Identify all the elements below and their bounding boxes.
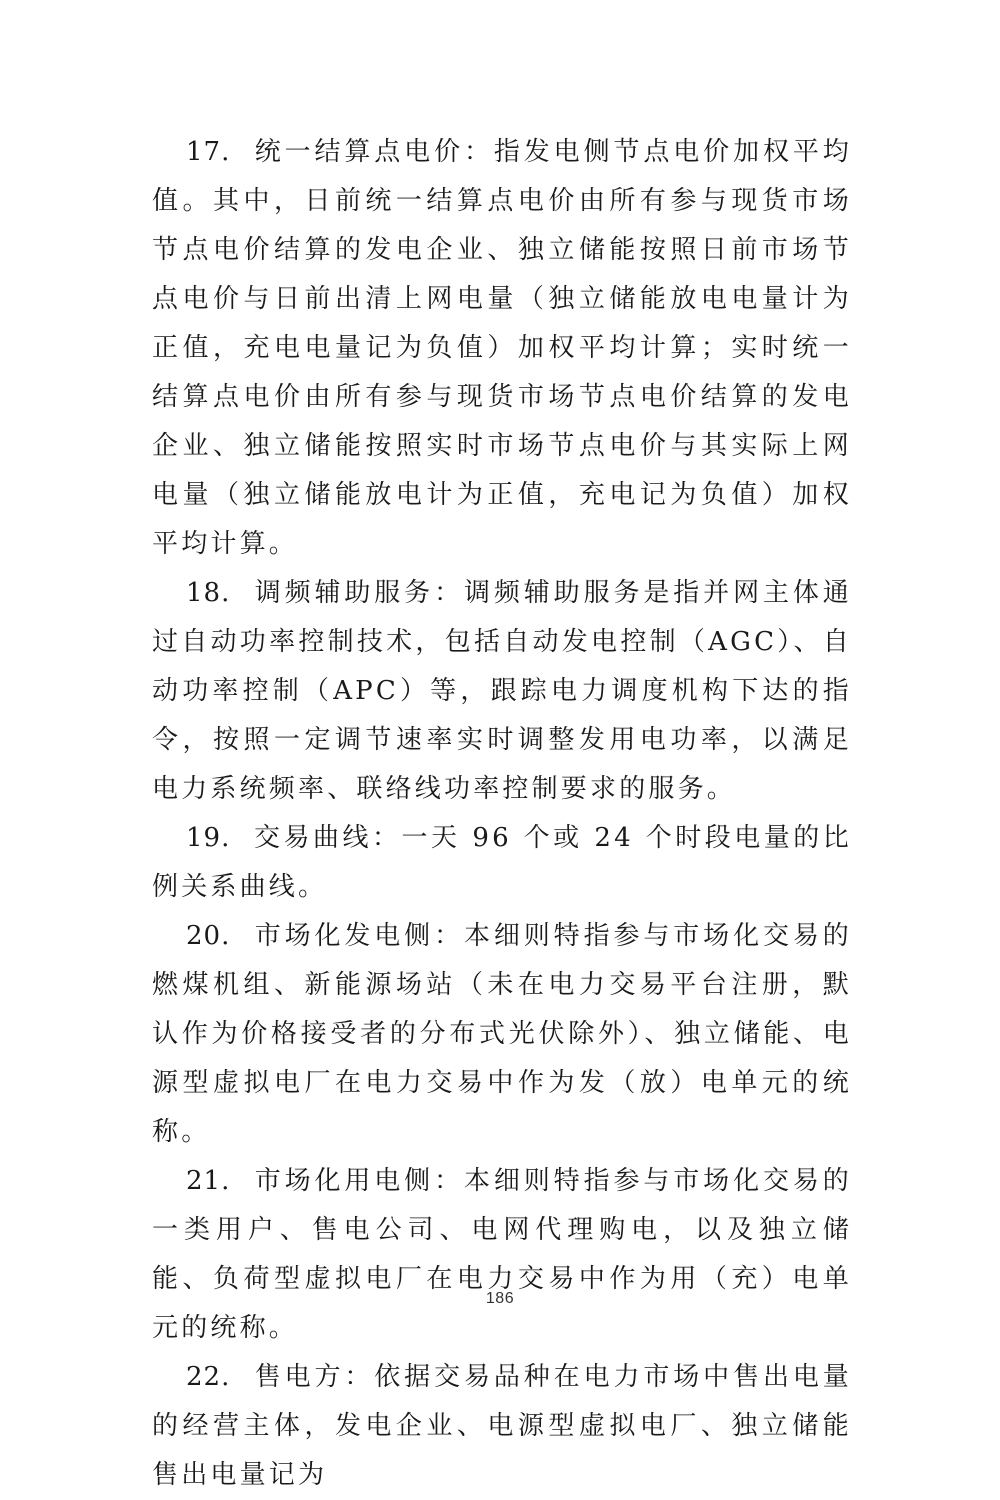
paragraph-number: 20. [186, 921, 231, 951]
paragraph-number: 22. [186, 1362, 231, 1392]
paragraph-number: 18. [186, 578, 231, 608]
paragraph-20 [152, 912, 852, 1157]
paragraph-number: 19. [186, 823, 231, 853]
paragraph-text: 市场化用电侧：本细则特指参与市场化交易的一类用户、售电公司、电网代理购电，以及独立储能、负荷型虚拟电厂在电力交易中作为用（充）电单元的统称。 [152, 1166, 852, 1343]
page-number: 186 [485, 1290, 515, 1307]
paragraph-number: 17. [186, 137, 231, 167]
paragraph-text: 交易曲线：一天 96 个或 24 个时段电量的比例关系曲线。 [152, 823, 853, 902]
paragraph-19 [152, 814, 852, 912]
paragraph-17 [152, 128, 852, 569]
paragraph-text: 售电方：依据交易品种在电力市场中售出电量的经营主体，发电企业、电源型虚拟电厂、独立储能售出电量记为 [152, 1362, 852, 1490]
paragraph-text: 统一结算点电价：指发电侧节点电价加权平均值。其中，日前统一结算点电价由所有参与现货市场节点电价结算的发电企业、独立储能按照日前市场节点电价与日前出清上网电量（独立储能放电电量计为正值，充电电量记为负值）加权平均计算；实时统一结算点电价由所有参与现货市场节点电价结算的发电企业、独立储能按照实时市场节点电价与其实际上网电量（独立储能放电计为正值，充电记为负值）加权平均计算。 [152, 137, 852, 559]
paragraph-22 [152, 1353, 852, 1500]
paragraph-number: 21. [186, 1166, 231, 1196]
paragraph-text: 市场化发电侧：本细则特指参与市场化交易的燃煤机组、新能源场站（未在电力交易平台注册，默认作为价格接受者的分布式光伏除外）、独立储能、电源型虚拟电厂在电力交易中作为发（放）电单元的统称。 [152, 921, 852, 1147]
paragraph-21 [152, 1157, 852, 1353]
paragraph-text: 调频辅助服务：调频辅助服务是指并网主体通过自动功率控制技术，包括自动发电控制（AGC）、自动功率控制（APC）等，跟踪电力调度机构下达的指令，按照一定调节速率实时调整发用电功率，以满足电力系统频率、联络线功率控制要求的服务。 [152, 578, 852, 804]
paragraph-18 [152, 569, 852, 814]
